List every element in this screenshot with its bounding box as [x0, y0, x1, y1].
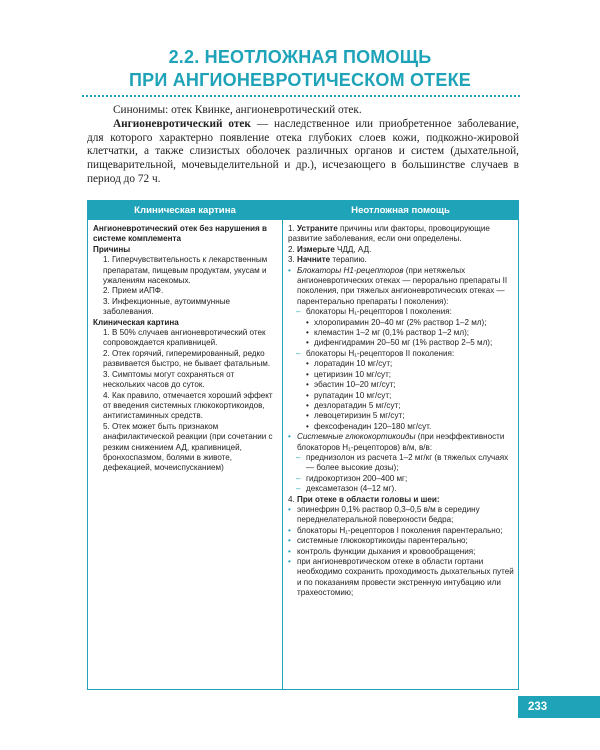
step-number: 2. — [288, 244, 297, 254]
drug-item: • дифенгидрамин 20–50 мг (1% раствор 2–5 мл); — [288, 338, 514, 348]
drug-item: • левоцетиризин 5 мг/сут; — [288, 411, 514, 421]
page-number: 233 — [518, 696, 600, 718]
clinic-item: 3. Симптомы могут сохраняться от нескольких часов до суток. — [103, 369, 235, 390]
step-2 — [288, 245, 514, 255]
clinic-item: 4. Как правило, отмечается хороший эффект от введения системных глюкокортикоидов, антигистаминных средств. — [103, 390, 273, 421]
cause-item: 1. Гиперчувствительность к лекарственным препаратам, пищевым продуктам, укусам и ужалениям насекомых. — [103, 255, 268, 286]
section-title-line1: 2.2. НЕОТЛОЖНАЯ ПОМОЩЬ — [168, 47, 432, 67]
head-neck-item: • блокаторы Н₁-рецепторов I поколения парентерально; — [288, 526, 514, 536]
step-text: причины или факторы, провоцирующие развитие заболевания, если они определены. — [288, 224, 490, 244]
glucocorticoids-bullet — [288, 432, 514, 453]
bullet-heading: Блокаторы Н1-рецепторов — [297, 265, 404, 275]
clinical-title: Ангионевротический отек без нарушения в системе комплемента — [93, 224, 267, 244]
definition-term: Ангионевротический отек — [113, 117, 251, 130]
drug-item: • лоратадин 10 мг/сут; — [288, 359, 514, 369]
drug-item: • рупатадин 10 мг/сут; — [288, 391, 514, 401]
bullet-text: (при неэффективности блокаторов Н₁-рецепторов) в/м, в/в: — [297, 432, 505, 452]
table-header-emergency: Неотложная помощь — [283, 201, 518, 220]
gen2-dash: – блокаторы Н₁-рецепторов II поколения: — [288, 349, 514, 359]
definition-text: — наследственное или приобретенное заболевание, для которого характерно появление отека глубоких слоев кожи, подкожно-жировой клетчатки, а также слизистых оболочек различных органов и систем (дыхательной, пищеварительной, мочевыделительной и др.), исчезающего в большинстве случаев в период до 72 ч. — [87, 117, 519, 185]
steroid-item: – гидрокортизон 200–400 мг; — [288, 474, 514, 484]
step-4 — [288, 495, 514, 505]
cause-item: 2. Прием иАПФ. — [103, 286, 164, 296]
steroid-item: – дексаметазон (4–12 мг). — [288, 484, 514, 494]
step-verb: Устраните — [297, 224, 338, 233]
emergency-column — [288, 224, 514, 599]
drug-item: • хлоропирамин 20–40 мг (2% раствор 1–2 мл); — [288, 318, 514, 328]
head-neck-item: • при ангионевротическом отеке в области гортани необходимо сохранить проходимость дыхательных путей и по показаниям провести экстренную интубацию или трахеостомию; — [288, 557, 514, 599]
step-number: 4. — [288, 494, 297, 504]
intro-text — [87, 104, 519, 187]
drug-item: • клемастин 1–2 мг (0,1% раствор 1–2 мл); — [288, 328, 514, 338]
h1-blockers-bullet — [288, 266, 514, 308]
clinic-item: 2. Отек горячий, гиперемированный, редко развивается быстро, не бывает фатальным. — [103, 348, 271, 369]
table-header-clinical: Клиническая картина — [88, 201, 282, 220]
column-divider — [282, 201, 283, 689]
step-verb: Начните — [297, 255, 331, 265]
bullet-text: (при нетяжелых ангионевротических отеках — перорально препараты II поколения, при тяжелых ангионевротических отеках — парентерально препараты I поколения): — [297, 265, 508, 306]
definition-paragraph — [87, 118, 519, 187]
section-title-line2: ПРИ АНГИОНЕВРОТИЧЕСКОМ ОТЕКЕ — [129, 70, 471, 90]
gen1-dash: – блокаторы Н₁-рецепторов I поколения: — [288, 307, 514, 317]
drug-item: • дезлоратадин 5 мг/сут; — [288, 401, 514, 411]
step-number: 3. — [288, 255, 297, 265]
step-text: терапию. — [330, 255, 367, 265]
head-neck-item: • эпинефрин 0,1% раствор 0,3–0,5 в/м в середину переднелатеральной поверхности бедра; — [288, 505, 514, 526]
step-verb: Измерьте — [297, 244, 335, 254]
causes-label: Причины — [93, 244, 131, 254]
synonyms-paragraph: Синонимы: отек Квинке, ангионевротический отек. — [113, 104, 362, 116]
head-neck-item: • контроль функции дыхания и кровообращения; — [288, 547, 514, 557]
bullet-heading: Системные глюкокортикоиды — [297, 432, 416, 442]
step-verb: При отеке в области головы и шеи: — [297, 494, 440, 504]
cause-item: 3. Инфекционные, аутоиммунные заболевания. — [103, 296, 231, 317]
clinic-item: 5. Отек может быть признаком анафилактической реакции (при сочетании с резким снижением АД, крапивницей, бронхоспазмом, болями в животе, дефекацией, мочеиспусканием) — [103, 421, 273, 473]
step-3 — [288, 255, 514, 265]
clinic-item: 1. В 50% случаев ангионевротический отек сопровождается крапивницей. — [103, 328, 266, 348]
title-divider — [82, 95, 520, 97]
drug-item: • цетиризин 10 мг/сут; — [288, 370, 514, 380]
drug-item: • фексофенадин 120–180 мг/сут. — [288, 422, 514, 432]
step-text: ЧДД, АД. — [334, 244, 372, 254]
head-neck-item: • системные глюкокортикоиды парентерально; — [288, 536, 514, 546]
drug-item: • эбастин 10–20 мг/сут; — [288, 380, 514, 390]
step-1 — [288, 224, 514, 245]
steroid-item: – преднизолон из расчета 1–2 мг/кг (в тяжелых случаях — более высокие дозы); — [288, 453, 514, 474]
clinical-column — [93, 224, 277, 474]
emergency-table — [87, 200, 519, 690]
step-number: 1. — [288, 224, 297, 233]
clinic-label: Клиническая картина — [93, 317, 179, 327]
